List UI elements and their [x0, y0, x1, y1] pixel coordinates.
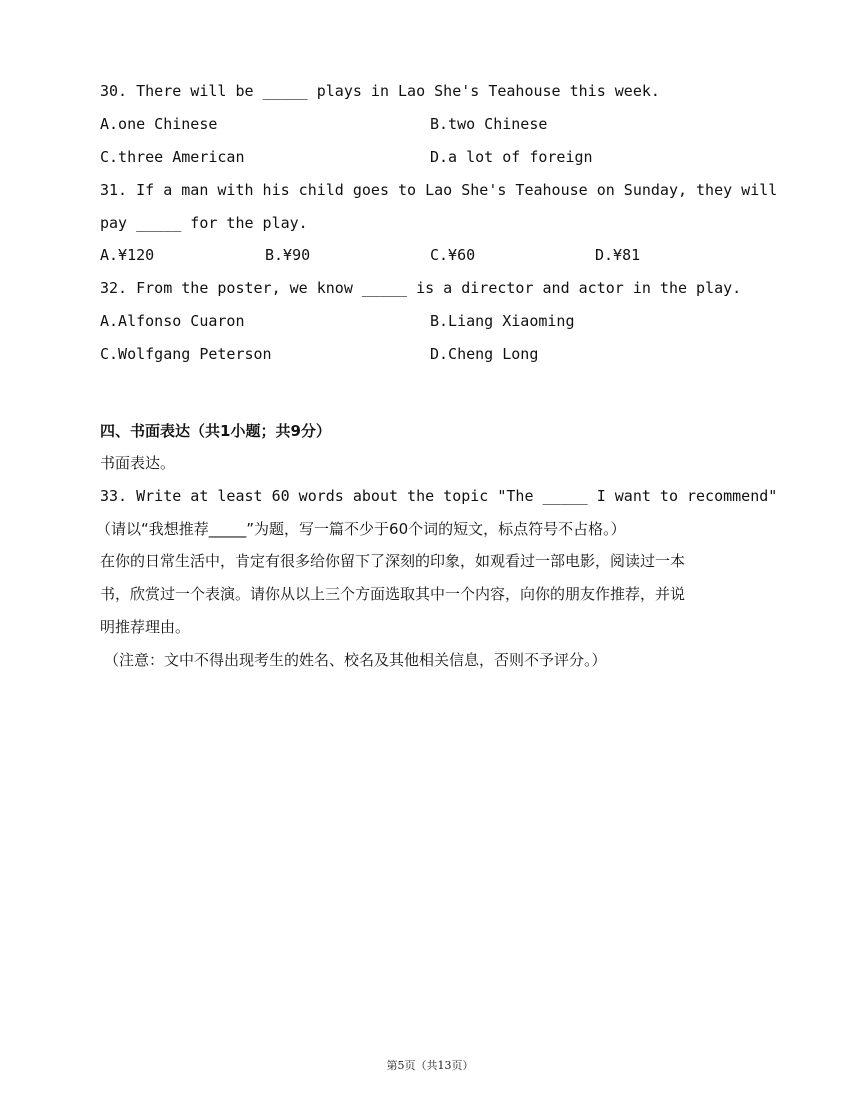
q32-stem: 32. From the poster, we know _____ is a director and actor in the play. [100, 279, 742, 297]
q31-stem-line1: 31. If a man with his child goes to Lao She's Teahouse on Sunday, they will [100, 181, 778, 199]
q30-option-d: D.a lot of foreign [430, 148, 593, 166]
q31-option-d: D.¥81 [595, 246, 641, 264]
q31-option-b: B.¥90 [265, 246, 311, 264]
q30-stem: 30. There will be _____ plays in Lao She's Teahouse this week. [100, 82, 660, 100]
q33-stem: 33. Write at least 60 words about the topic "The _____ I want to recommend" [100, 487, 778, 505]
q31-option-a: A.¥120 [100, 246, 155, 264]
q33-cn-line2: 在你的日常生活中，肯定有很多给你留下了深刻的印象，如观看过一部电影，阅读过一本 [100, 552, 686, 570]
page-number: 第5页（共13页） [386, 1059, 474, 1072]
q32-option-b: B.Liang Xiaoming [430, 312, 575, 330]
q32-option-c: C.Wolfgang Peterson [100, 345, 272, 363]
q30-option-b: B.two Chinese [430, 115, 548, 133]
q31-option-c: C.¥60 [430, 246, 476, 264]
q30-option-c: C.three American [100, 148, 245, 166]
q33-cn-line4: 明推荐理由。 [100, 618, 191, 636]
section-subheading: 书面表达。 [100, 454, 176, 472]
q33-cn-line1: （请以“我想推荐_____”为题，写一篇不少于60个词的短文，标点符号不占格。） [96, 520, 626, 538]
q30-option-a: A.one Chinese [100, 115, 218, 133]
q31-stem-line2: pay _____ for the play. [100, 214, 308, 232]
q32-option-a: A.Alfonso Cuaron [100, 312, 245, 330]
q33-note: （注意：文中不得出现考生的姓名、校名及其他相关信息，否则不予评分。） [104, 651, 607, 669]
section-heading: 四、书面表达（共1小题；共9分） [100, 422, 331, 440]
q32-option-d: D.Cheng Long [430, 345, 539, 363]
q33-cn-line3: 书，欣赏过一个表演。请你从以上三个方面选取其中一个内容，向你的朋友作推荐，并说 [100, 585, 686, 603]
